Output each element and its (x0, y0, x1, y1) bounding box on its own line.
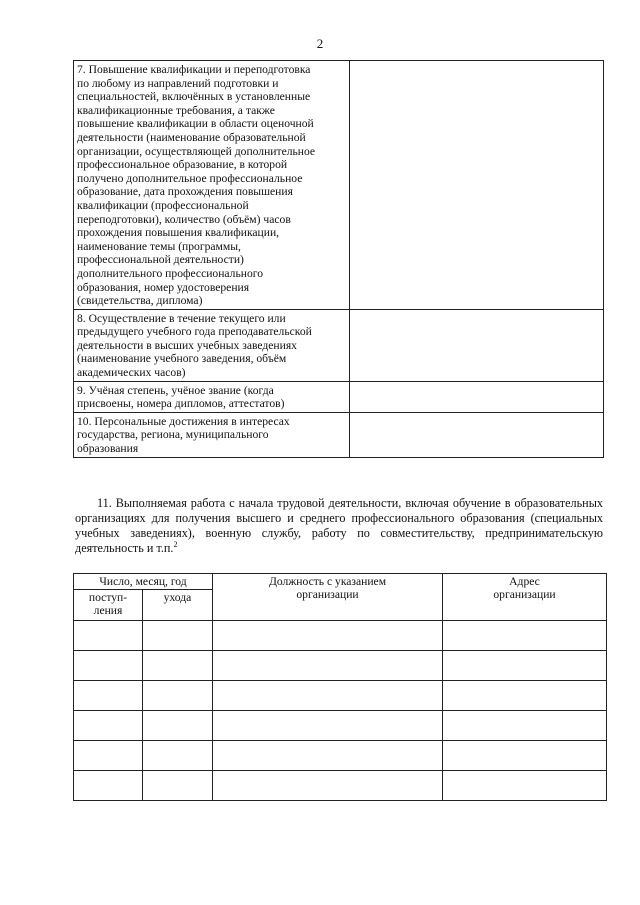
cell-start (74, 771, 143, 801)
table-row (74, 771, 607, 801)
section-11-text: 11. Выполняемая работа с начала трудовой деятельности, включая обучение в образовательных организациях для получения высшего и среднего профессионального образования (специальных учебных заведениях), военную службу, работу по совместительству, предпринимательскую деятельность и т.п. (75, 496, 603, 555)
answer-7 (350, 61, 604, 310)
cell-address (443, 621, 607, 651)
footnote-marker: 2 (173, 539, 178, 549)
cell-start (74, 741, 143, 771)
cell-end (143, 651, 213, 681)
cell-address (443, 651, 607, 681)
answer-9 (350, 381, 604, 412)
table-header-row (74, 574, 607, 590)
questionnaire-table (73, 60, 604, 458)
cell-start (74, 681, 143, 711)
table-row (74, 381, 604, 412)
table-row (74, 711, 607, 741)
table-row (74, 621, 607, 651)
cell-end (143, 621, 213, 651)
cell-end (143, 771, 213, 801)
header-start: поступ- ления (74, 590, 143, 621)
cell-start (74, 651, 143, 681)
table-row (74, 741, 607, 771)
cell-start (74, 711, 143, 741)
table-row (74, 61, 604, 310)
header-end: ухода (143, 590, 213, 621)
question-9: 9. Учёная степень, учёное звание (когда присвоены, номера дипломов, аттестатов) (74, 381, 350, 412)
header-address: Адрес организации (443, 574, 607, 621)
table-row (74, 651, 607, 681)
cell-end (143, 711, 213, 741)
page-number: 2 (316, 36, 324, 51)
question-8: 8. Осуществление в течение текущего или предыдущего учебного года преподавательской деятельности в высших учебных заведениях (наименование учебного заведения, объём академических часов) (74, 309, 350, 381)
header-position: Должность с указанием организации (213, 574, 443, 621)
cell-address (443, 681, 607, 711)
cell-start (74, 621, 143, 651)
cell-end (143, 741, 213, 771)
question-10: 10. Персональные достижения в интересах государства, региона, муниципального образования (74, 412, 350, 457)
cell-address (443, 711, 607, 741)
cell-position (213, 681, 443, 711)
table-row (74, 412, 604, 457)
cell-position (213, 621, 443, 651)
work-history-table (73, 573, 607, 801)
section-11-paragraph (75, 496, 603, 556)
cell-address (443, 771, 607, 801)
table-row (74, 681, 607, 711)
cell-position (213, 711, 443, 741)
cell-position (213, 771, 443, 801)
answer-10 (350, 412, 604, 457)
cell-position (213, 651, 443, 681)
table-row (74, 309, 604, 381)
cell-position (213, 741, 443, 771)
cell-address (443, 741, 607, 771)
cell-end (143, 681, 213, 711)
question-7: 7. Повышение квалификации и переподготовка по любому из направлений подготовки и специальностей, включённых в установленные квалификационные требования, а также повышение квалификации в области оценочной деятельности (наименование образовательной организации, осуществляющей дополнительное профессиональное образование, в которой получено дополнительное профессиональное образование, дата прохождения повышения квалификации (профессиональной переподготовки), количество (объём) часов прохождения повышения квалификации, наименование темы (программы, профессиональной деятельности) дополнительного профессионального образования, номер удостоверения (свидетельства, диплома) (74, 61, 350, 310)
answer-8 (350, 309, 604, 381)
header-date: Число, месяц, год (74, 574, 213, 590)
